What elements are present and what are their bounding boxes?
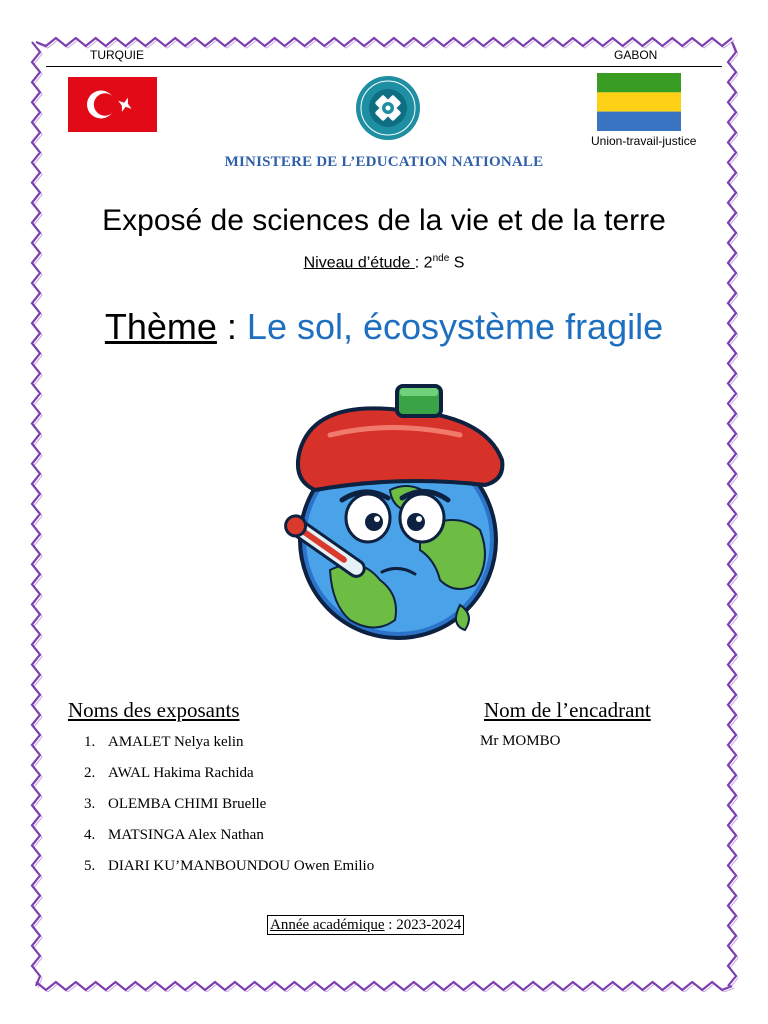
school-logo bbox=[355, 75, 421, 141]
page-title: Exposé de sciences de la vie et de la terre bbox=[102, 204, 666, 237]
presenter-name: MATSINGA Alex Nathan bbox=[108, 827, 264, 843]
presenter-name: DIARI KU’MANBOUNDOU Owen Emilio bbox=[108, 858, 375, 874]
theme-value: Le sol, écosystème fragile bbox=[246, 306, 664, 347]
academic-year-label: Année académique bbox=[270, 917, 385, 933]
presenters-heading: Noms des exposants bbox=[68, 698, 240, 722]
presenter-number: 3. bbox=[84, 796, 96, 812]
presenter-item bbox=[84, 733, 374, 764]
study-level-sep: : bbox=[414, 254, 424, 272]
study-level-value: 2 bbox=[423, 254, 433, 272]
left-country-label: TURQUIE bbox=[90, 48, 144, 62]
presenter-number: 4. bbox=[84, 827, 96, 843]
presenter-name: OLEMBA CHIMI Bruelle bbox=[108, 796, 267, 812]
presenter-item bbox=[84, 764, 374, 795]
presenter-number: 5. bbox=[84, 858, 96, 874]
study-level-suffix: S bbox=[449, 254, 465, 272]
sick-earth-illustration bbox=[270, 380, 510, 655]
presenter-item bbox=[84, 857, 374, 888]
presenter-name: AMALET Nelya kelin bbox=[108, 734, 244, 750]
turkey-flag bbox=[68, 77, 157, 132]
header-rule bbox=[46, 66, 722, 67]
academic-year-sep: : bbox=[384, 917, 397, 933]
study-level-sup: nde bbox=[432, 253, 450, 264]
academic-year-value: 2023-2024 bbox=[396, 917, 462, 933]
supervisor-heading: Nom de l’encadrant bbox=[484, 698, 651, 722]
right-country-label: GABON bbox=[614, 48, 658, 62]
presenter-item bbox=[84, 826, 374, 857]
ministry-title: MINISTERE DE L’EDUCATION NATIONALE bbox=[224, 154, 544, 170]
study-level-label: Niveau d’étude bbox=[303, 254, 415, 272]
study-level bbox=[0, 253, 768, 272]
gabon-flag bbox=[597, 73, 681, 131]
supervisor-name: Mr MOMBO bbox=[480, 733, 561, 749]
presenter-number: 1. bbox=[84, 734, 96, 750]
presenter-item bbox=[84, 795, 374, 826]
presenter-number: 2. bbox=[84, 765, 96, 781]
theme-line bbox=[0, 306, 768, 348]
presenter-name: AWAL Hakima Rachida bbox=[108, 765, 254, 781]
theme-sep: : bbox=[216, 306, 247, 347]
presenters-list bbox=[84, 733, 374, 888]
theme-label: Thème bbox=[104, 306, 217, 347]
academic-year bbox=[267, 915, 464, 935]
gabon-motto: Union-travail-justice bbox=[591, 134, 697, 148]
